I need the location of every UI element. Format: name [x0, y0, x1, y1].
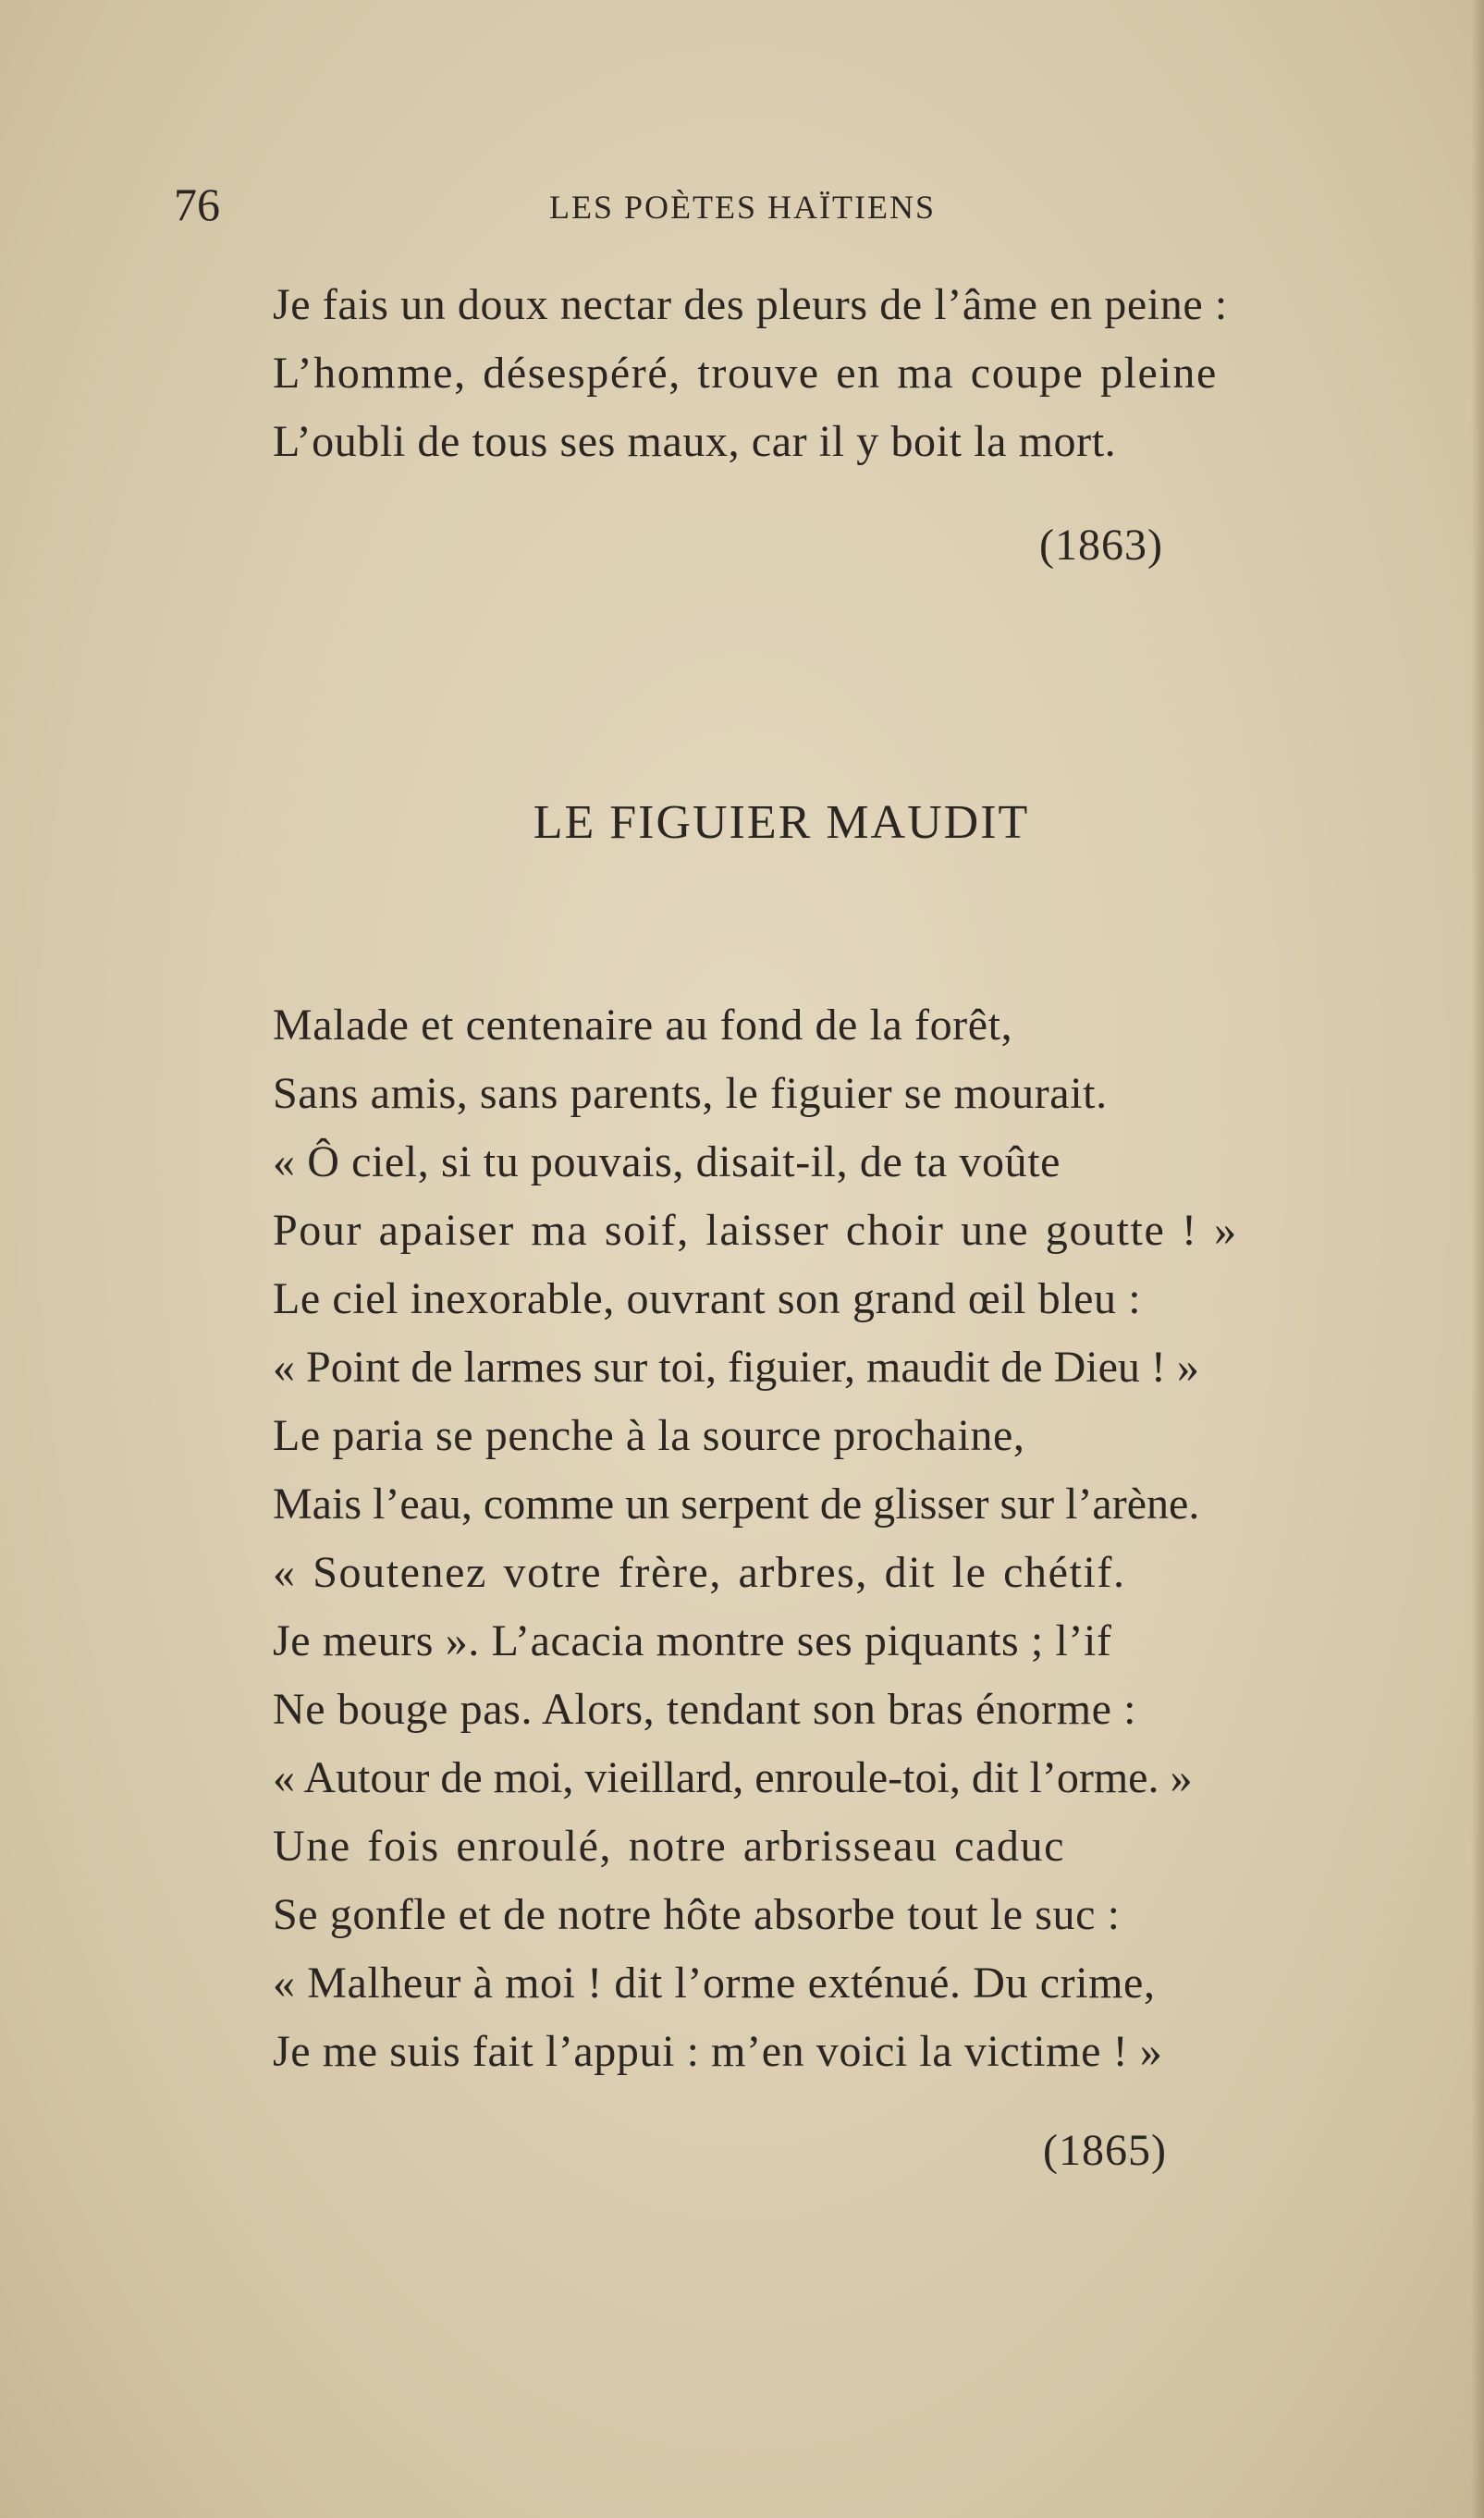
verse-line: L’oubli de tous ses maux, car il y boit la mort.: [273, 417, 1117, 466]
page-header: [174, 178, 1376, 237]
verse-line: Le ciel inexorable, ouvrant son grand œil bleu :: [273, 1274, 1142, 1323]
verse-line: Ne bouge pas. Alors, tendant son bras énorme :: [273, 1685, 1137, 1734]
poem-date: (1865): [1043, 2126, 1167, 2175]
verse-line: « Autour de moi, vieillard, enroule-toi, dit l’orme. »: [273, 1753, 1193, 1802]
verse-line: Se gonfle et de notre hôte absorbe tout le suc :: [273, 1890, 1121, 1939]
verse-line: Malade et centenaire au fond de la forêt,: [273, 1001, 1013, 1050]
page-number: 76: [174, 178, 220, 230]
previous-poem-date: (1863): [1039, 521, 1163, 570]
running-head: LES POÈTES HAÏTIENS: [549, 189, 936, 226]
verse-line: L’homme, désespéré, trouve en ma coupe pleine: [273, 349, 1218, 398]
page-edge-shadow: [1471, 0, 1484, 2518]
verse-line: Je meurs ». L’acacia montre ses piquants ; l’if: [273, 1616, 1112, 1665]
previous-poem-ending: [273, 271, 1401, 476]
verse-line: « Malheur à moi ! dit l’orme exténué. Du crime,: [273, 1959, 1156, 2008]
poem-body: [273, 991, 1401, 2086]
verse-line: « Soutenez votre frère, arbres, dit le chétif.: [273, 1548, 1126, 1597]
verse-line: « Ô ciel, si tu pouvais, disait-il, de ta voûte: [273, 1137, 1061, 1186]
verse-line: Je fais un doux nectar des pleurs de l’âme en peine :: [273, 280, 1228, 329]
verse-line: Le paria se penche à la source prochaine,: [273, 1411, 1025, 1460]
verse-line: Pour apaiser ma soif, laisser choir une goutte ! »: [273, 1206, 1238, 1255]
verse-line: « Point de larmes sur toi, figuier, maudit de Dieu ! »: [273, 1343, 1199, 1392]
verse-line: Je me suis fait l’appui : m’en voici la victime ! »: [273, 2027, 1163, 2076]
verse-line: Sans amis, sans parents, le figuier se mourait.: [273, 1069, 1108, 1118]
poem-title: LE FIGUIER MAUDIT: [533, 796, 1030, 849]
verse-line: Une fois enroulé, notre arbrisseau caduc: [273, 1822, 1066, 1871]
verse-line: Mais l’eau, comme un serpent de glisser sur l’arène.: [273, 1480, 1200, 1529]
